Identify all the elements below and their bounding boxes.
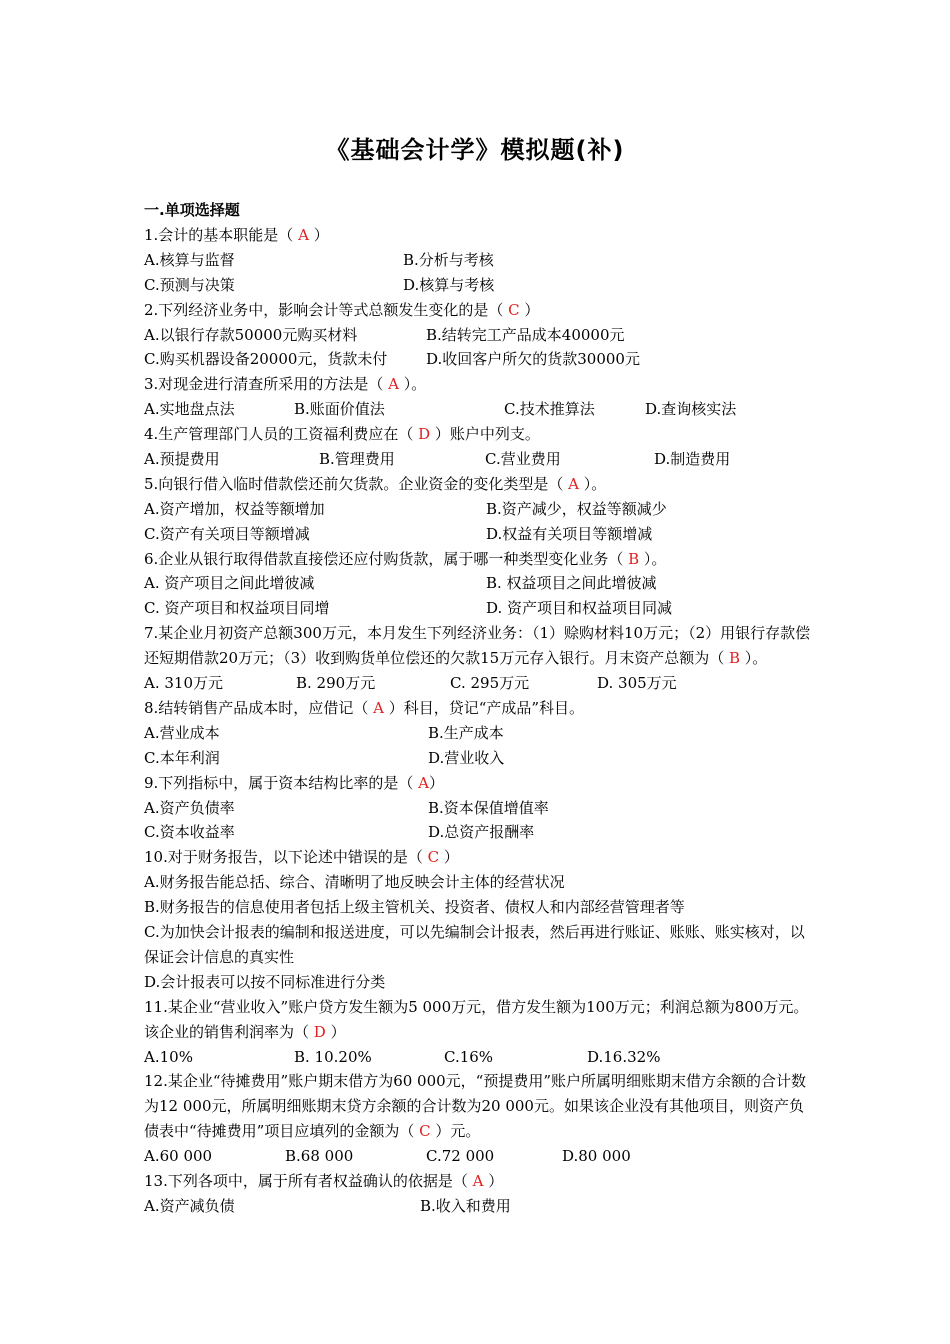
stem-tail: ） (483, 1172, 504, 1191)
question-stem (144, 547, 814, 572)
option: A.资产负债率 (144, 798, 235, 817)
stem-text: 4.生产管理部门人员的工资福利费应在（ (144, 425, 419, 444)
stem-text: 13.下列各项中，属于所有者权益确认的依据是（ (144, 1172, 473, 1191)
option-row (144, 721, 814, 746)
option: B.分析与考核 (403, 250, 494, 269)
document-title: 《基础会计学》模拟题(补) (325, 136, 625, 164)
option: B. 10.20% (294, 1047, 372, 1066)
question-stem (144, 298, 814, 323)
option-row (144, 1045, 814, 1070)
answer-mark: A (568, 474, 579, 493)
option: A.10% (144, 1047, 193, 1066)
option: C.本年利润 (144, 748, 220, 767)
option: D.核算与考核 (403, 275, 495, 294)
option-row (144, 323, 814, 348)
question-stem (144, 845, 814, 870)
option: D.收回客户所欠的货款30000元 (426, 350, 640, 369)
option: A.预提费用 (144, 449, 220, 468)
stem-text: 5.向银行借入临时借款偿还前欠货款。企业资金的变化类型是（ (144, 474, 569, 493)
option: A.财务报告能总括、综合、清晰明了地反映会计主体的经营状况 (144, 873, 565, 892)
option: C. 资产项目和权益项目同增 (144, 599, 330, 618)
option-row (144, 571, 814, 596)
question-stem (144, 771, 814, 796)
answer-mark: D (418, 425, 431, 444)
question-stem (144, 422, 814, 447)
option: D.查询核实法 (645, 400, 737, 419)
option: C.预测与决策 (144, 275, 235, 294)
answer-mark: B (628, 549, 640, 568)
answer-mark: A (298, 225, 309, 244)
stem-text: 12.某企业“待摊费用”账户期末借方为60 000元，“预提费用”账户所属明细账期末借方余额的合计数为12 000元，所属明细账期末贷方余额的合计数为20 000元。如果该企业没有其他项目，则资产负债表中“待摊费用”项目应填列的金额为（ (144, 1072, 807, 1141)
option: B. 290万元 (296, 674, 376, 693)
stem-tail: ） (519, 300, 540, 319)
answer-mark: C (427, 848, 440, 867)
stem-tail: ）。 (639, 549, 667, 568)
answer-mark: B (729, 649, 741, 668)
option: D.会计报表可以按不同标准进行分类 (144, 972, 386, 991)
option: C.16% (444, 1047, 494, 1066)
stem-tail: ）科目，贷记“产成品”科目。 (383, 698, 585, 717)
answer-mark: A (373, 698, 384, 717)
question-stem (144, 696, 814, 721)
option: B.68 000 (285, 1147, 354, 1166)
option: B.结转完工产品成本40000元 (426, 325, 625, 344)
option: B.管理费用 (319, 449, 395, 468)
option: B.生产成本 (428, 723, 504, 742)
option: D. 资产项目和权益项目同减 (486, 599, 673, 618)
stem-tail: ）账户中列支。 (430, 425, 540, 444)
option: D.权益有关项目等额增减 (486, 524, 653, 543)
stem-text: 11.某企业“营业收入”账户贷方发生额为5 000万元，借方发生额为100万元；利润总额为800万元。该企业的销售利润率为（ (144, 997, 809, 1041)
option: A.实地盘点法 (144, 400, 235, 419)
option: A. 310万元 (144, 674, 223, 693)
option-row (144, 1194, 814, 1219)
section-heading: 一.单项选择题 (144, 201, 240, 219)
option: A.资产增加，权益等额增加 (144, 499, 325, 518)
question-stem (144, 1169, 814, 1194)
option: C.营业费用 (485, 449, 561, 468)
stem-tail: ） (428, 773, 444, 792)
option-row (144, 347, 814, 372)
option-row (144, 273, 814, 298)
option: B. 权益项目之间此增彼减 (486, 574, 657, 593)
option: A. 资产项目之间此增彼减 (144, 574, 315, 593)
option: D.80 000 (562, 1147, 631, 1166)
stem-text: 9.下列指标中，属于资本结构比率的是（ (144, 773, 419, 792)
option: D.制造费用 (654, 449, 731, 468)
stem-tail: ） (308, 225, 329, 244)
option: B.账面价值法 (294, 400, 385, 419)
option-row (144, 248, 814, 273)
option: A.营业成本 (144, 723, 220, 742)
question-stem (144, 472, 814, 497)
stem-text: 6.企业从银行取得借款直接偿还应付购货款，属于哪一种类型变化业务（ (144, 549, 629, 568)
question-stem (144, 1069, 814, 1144)
option-row (144, 447, 814, 472)
option-row (144, 1144, 814, 1169)
option: B.收入和费用 (420, 1196, 511, 1215)
stem-tail: ）。 (578, 474, 607, 493)
option-row (144, 522, 814, 547)
stem-tail: ）。 (398, 375, 427, 394)
option: A.核算与监督 (144, 250, 235, 269)
option: B.资产减少，权益等额减少 (486, 499, 667, 518)
stem-text: 10.对于财务报告，以下论述中错误的是（ (144, 848, 428, 867)
answer-mark: A (388, 375, 399, 394)
option: C.72 000 (426, 1147, 495, 1166)
option: A.以银行存款50000元购买材料 (144, 325, 358, 344)
option: D.16.32% (587, 1047, 661, 1066)
question-stem (144, 621, 814, 671)
option-row (144, 497, 814, 522)
answer-mark: A (472, 1172, 484, 1191)
option: B.财务报告的信息使用者包括上级主管机关、投资者、债权人和内部经营管理者等 (144, 898, 685, 917)
question-list (144, 198, 814, 1219)
stem-text: 8.结转销售产品成本时，应借记（ (144, 698, 374, 717)
option-row (144, 820, 814, 845)
option: A.资产减负债 (144, 1196, 235, 1215)
option: C.技术推算法 (504, 400, 595, 419)
stem-text: 3.对现金进行清查所采用的方法是（ (144, 375, 389, 394)
stem-text: 2.下列经济业务中，影响会计等式总额发生变化的是（ (144, 300, 509, 319)
stem-tail: ）元。 (430, 1122, 481, 1141)
stem-tail: ）。 (740, 649, 768, 668)
option-row (144, 746, 814, 771)
option: C.为加快会计报表的编制和报送进度，可以先编制会计报表，然后再进行账证、账账、账实核对，以保证会计信息的真实性 (144, 923, 805, 966)
option: D.营业收入 (428, 748, 505, 767)
stem-text: 1.会计的基本职能是（ (144, 225, 299, 244)
option-row (144, 671, 814, 696)
question-stem (144, 223, 814, 248)
stem-tail: ） (325, 1022, 346, 1041)
stem-text: 7.某企业月初资产总额300万元，本月发生下列经济业务：（1）赊购材料10万元；（2）用银行存款偿还短期借款20万元；（3）收到购货单位偿还的欠款15万元存入银行。月末资产总额为（ (144, 624, 811, 668)
option: C. 295万元 (450, 674, 530, 693)
option: C.资本收益率 (144, 823, 235, 842)
answer-mark: C (508, 300, 520, 319)
option-row (144, 796, 814, 821)
option: C.购买机器设备20000元，货款未付 (144, 350, 388, 369)
question-stem (144, 372, 814, 397)
option: B.资本保值增值率 (428, 798, 549, 817)
option: D.总资产报酬率 (428, 823, 535, 842)
option: D. 305万元 (597, 674, 677, 693)
answer-mark: A (418, 773, 429, 792)
answer-mark: D (313, 1022, 326, 1041)
option: A.60 000 (144, 1147, 213, 1166)
option-row (144, 596, 814, 621)
option: C.资产有关项目等额增减 (144, 524, 310, 543)
stem-tail: ） (439, 848, 459, 867)
answer-mark: C (419, 1122, 431, 1141)
question-stem (144, 995, 814, 1045)
option-row (144, 397, 814, 422)
